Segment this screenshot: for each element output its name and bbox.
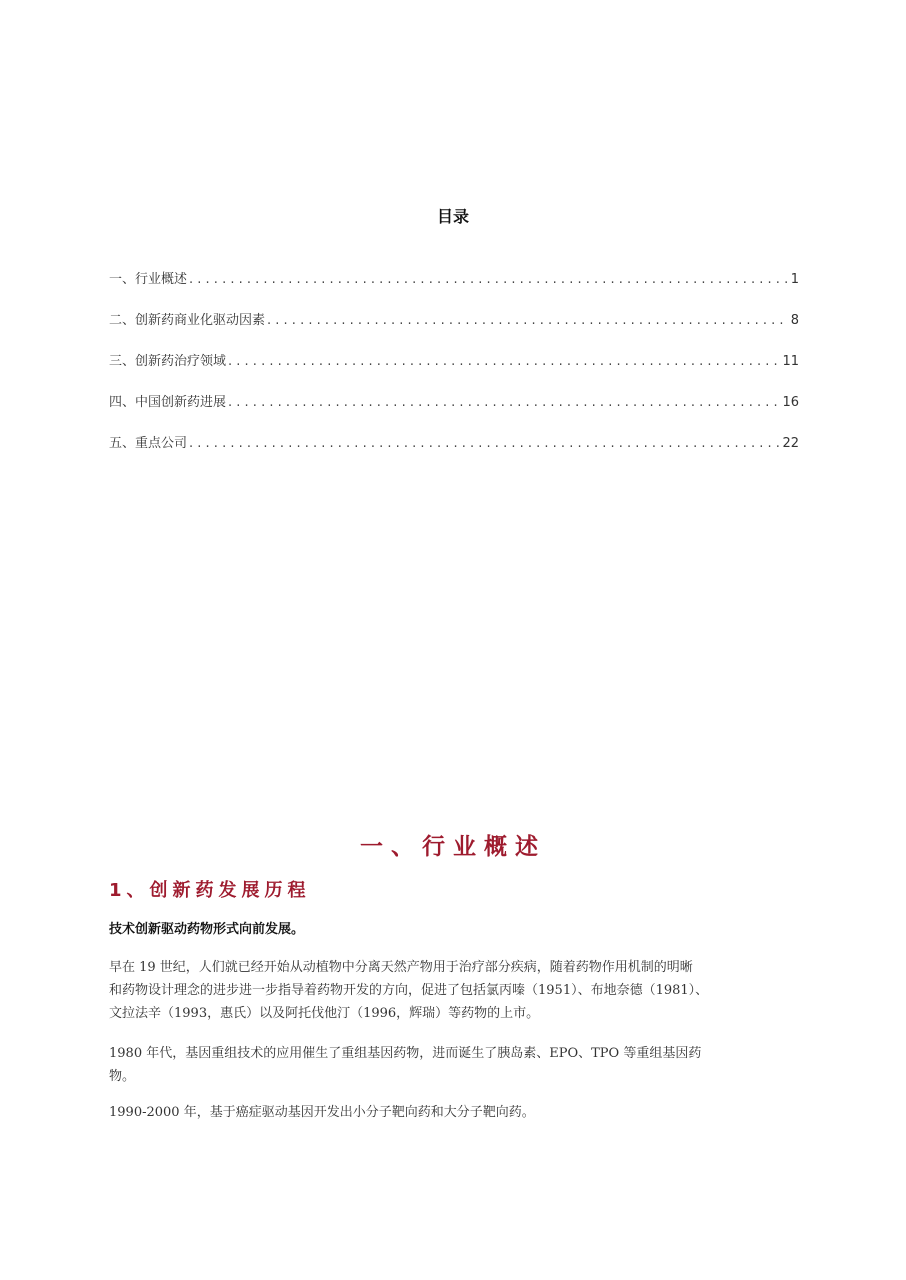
toc-leader-dots	[267, 313, 789, 328]
toc-entry-2[interactable]	[109, 309, 799, 350]
toc-entry-page: 16	[782, 395, 799, 410]
paragraph	[109, 1042, 799, 1088]
paragraph-line: 1990-2000 年，基于癌症驱动基因开发出小分子靶向药和大分子靶向药。	[109, 1105, 535, 1120]
toc-entry-3[interactable]	[109, 350, 799, 391]
table-of-contents	[109, 268, 799, 473]
toc-entry-label: 五、重点公司	[109, 436, 188, 451]
toc-entry-label: 三、创新药治疗领域	[109, 354, 227, 369]
toc-entry-1[interactable]	[109, 268, 799, 309]
toc-entry-5[interactable]	[109, 432, 799, 473]
toc-title: 目录	[436, 207, 469, 226]
toc-entry-page: 1	[790, 272, 799, 287]
paragraph-line: 和药物设计理念的进步进一步指导着药物开发的方向，促进了包括氯丙嗪（1951）、布地奈德（1981）、	[109, 983, 709, 998]
toc-leader-dots	[228, 354, 780, 369]
lead-sentence: 技术创新驱动药物形式向前发展。	[109, 922, 305, 937]
toc-entry-label: 四、中国创新药进展	[109, 395, 227, 410]
toc-entry-label: 二、创新药商业化驱动因素	[109, 313, 266, 328]
sub-heading: 1、创新药发展历程	[109, 880, 311, 901]
paragraph	[109, 1101, 799, 1124]
toc-entry-page: 22	[782, 436, 799, 451]
paragraph	[109, 956, 799, 1025]
toc-leader-dots	[189, 436, 780, 451]
toc-entry-4[interactable]	[109, 391, 799, 432]
paragraph-line: 1980 年代，基因重组技术的应用催生了重组基因药物，进而诞生了胰岛素、EPO、TPO 等重组基因药	[109, 1046, 702, 1061]
toc-leader-dots	[189, 272, 789, 287]
toc-entry-label: 一、行业概述	[109, 272, 188, 287]
toc-leader-dots	[228, 395, 780, 410]
paragraph-line: 早在 19 世纪，人们就已经开始从动植物中分离天然产物用于治疗部分疾病，随着药物作用机制的明晰	[109, 960, 693, 975]
toc-entry-page: 11	[782, 354, 799, 369]
toc-entry-page: 8	[790, 313, 799, 328]
section-heading: 一、行业概述	[360, 834, 546, 860]
paragraph-line: 物。	[109, 1069, 136, 1084]
paragraph-line: 文拉法辛（1993，惠氏）以及阿托伐他汀（1996，辉瑞）等药物的上市。	[109, 1006, 540, 1021]
